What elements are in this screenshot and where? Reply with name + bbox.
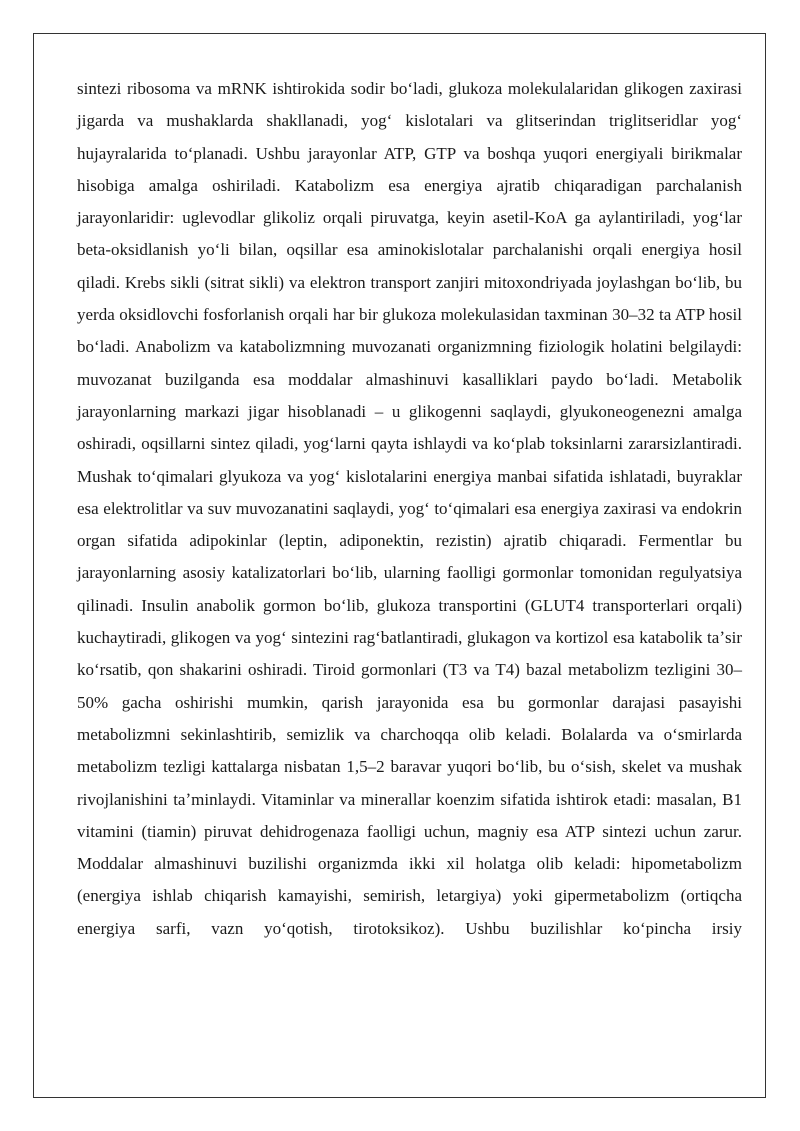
body-paragraph: sintezi ribosoma va mRNK ishtirokida sodir boʻladi, glukoza molekulalaridan glikogen zaxirasi jigarda va mushaklarda shakllanadi, yogʻ kislotalari va glitserindan triglitseridlar yogʻ hujayralarida toʻplanadi. Ushbu jarayonlar ATP, GTP va boshqa yuqori energiyali birikmalar hisobiga amalga oshiriladi. Katabolizm esa energiya ajratib chiqaradigan parchalanish jarayonlaridir: uglevodlar glikoliz orqali piruvatga, keyin asetil-KoA ga aylantiriladi, yogʻlar beta-oksidlanish yoʻli bilan, oqsillar esa aminokislotalar parchalanishi orqali energiya hosil qiladi. Krebs sikli (sitrat sikli) va elektron transport zanjiri mitoxondriyada joylashgan boʻlib, bu yerda oksidlovchi fosforlanish orqali har bir glukoza molekulasidan taxminan 30–32 ta ATP hosil boʻladi. Anabolizm va katabolizmning muvozanati organizmning fiziologik holatini belgilaydi: muvozanat buzilganda esa moddalar almashinuvi kasalliklari paydo boʻladi. Metabolik jarayonlarning markazi jigar hisoblanadi – u glikogenni saqlaydi, glyukoneogenezni amalga oshiradi, oqsillarni sintez qiladi, yogʻlarni qayta ishlaydi va koʻplab toksinlarni zararsizlantiradi. Mushak toʻqimalari glyukoza va yogʻ kislotalarini energiya manbai sifatida ishlatadi, buyraklar esa elektrolitlar va suv muvozanatini saqlaydi, yogʻ toʻqimalari esa energiya zaxirasi va endokrin organ sifatida adipokinlar (leptin, adiponektin, rezistin) ajratib chiqaradi. Fermentlar bu jarayonlarning asosiy katalizatorlari boʻlib, ularning faolligi gormonlar tomonidan regulyatsiya qilinadi. Insulin anabolik gormon boʻlib, glukoza transportini (GLUT4 transporterlari orqali) kuchaytiradi, glikogen va yogʻ sintezini ragʻbatlantiradi, glukagon va kortizol esa katabolik taʼsir koʻrsatib, qon shakarini oshiradi. Tiroid gormonlari (T3 va T4) bazal metabolizm tezligini 30–50% gacha oshirishi mumkin, qarish jarayonida esa bu gormonlar darajasi pasayishi metabolizmni sekinlashtirib, semizlik va charchoqqa olib keladi. Bolalarda va oʻsmirlarda metabolizm tezligi kattalarga nisbatan 1,5–2 baravar yuqori boʻlib, bu oʻsish, skelet va mushak rivojlanishini taʼminlaydi. Vitaminlar va minerallar koenzim sifatida ishtirok etadi: masalan, B1 vitamini (tiamin) piruvat dehidrogenaza faolligi uchun, magniy esa ATP sintezi uchun zarur. Moddalar almashinuvi buzilishi organizmda ikki xil holatga olib keladi: hipometabolizm (energiya ishlab chiqarish kamayishi, semirish, letargiya) yoki gipermetabolizm (ortiqcha energiya sarfi, vazn yoʻqotish, tirotoksikoz). Ushbu buzilishlar koʻpincha irsiy	[77, 79, 742, 938]
